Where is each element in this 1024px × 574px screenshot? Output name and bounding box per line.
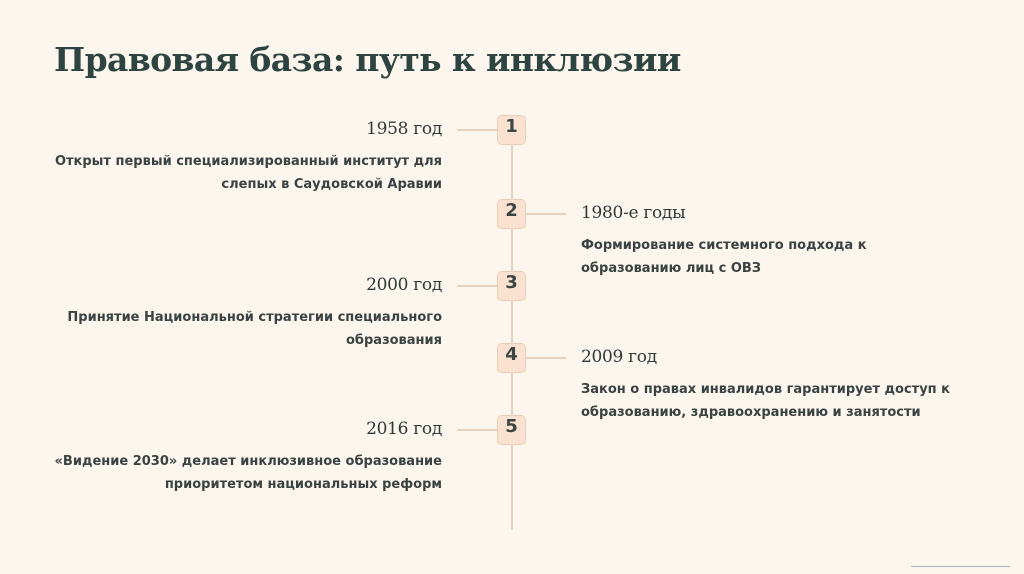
timeline-marker-4: 4 xyxy=(497,343,526,373)
timeline-year-1: 1958 год xyxy=(366,119,442,139)
timeline-marker-3: 3 xyxy=(497,271,526,301)
timeline-connector-2 xyxy=(526,213,566,215)
timeline-connector-3 xyxy=(457,285,497,287)
timeline-connector-1 xyxy=(457,129,497,131)
timeline-year-4: 2009 год xyxy=(581,347,657,367)
timeline-year-5: 2016 год xyxy=(366,419,442,439)
timeline-connector-4 xyxy=(526,357,566,359)
timeline-marker-1: 1 xyxy=(497,115,526,145)
footer-divider xyxy=(911,566,1010,567)
page-title: Правовая база: путь к инклюзии xyxy=(54,40,681,79)
timeline-description-4: Закон о правах инвалидов гарантирует доступ к образованию, здравоохранению и занятости xyxy=(581,382,951,420)
timeline-marker-5: 5 xyxy=(497,415,526,445)
timeline-description-2: Формирование системного подхода к образованию лиц с ОВЗ xyxy=(581,238,867,276)
timeline-axis xyxy=(511,130,513,530)
timeline-description-5: «Видение 2030» делает инклюзивное образование приоритетом национальных реформ xyxy=(54,454,442,492)
timeline-year-2: 1980-е годы xyxy=(581,203,686,223)
timeline-description-1: Открыт первый специализированный институт для слепых в Саудовской Аравии xyxy=(54,154,442,192)
timeline-description-3: Принятие Национальной стратегии специального образования xyxy=(67,310,442,348)
timeline-connector-5 xyxy=(457,429,497,431)
timeline-year-3: 2000 год xyxy=(366,275,442,295)
timeline-marker-2: 2 xyxy=(497,199,526,229)
